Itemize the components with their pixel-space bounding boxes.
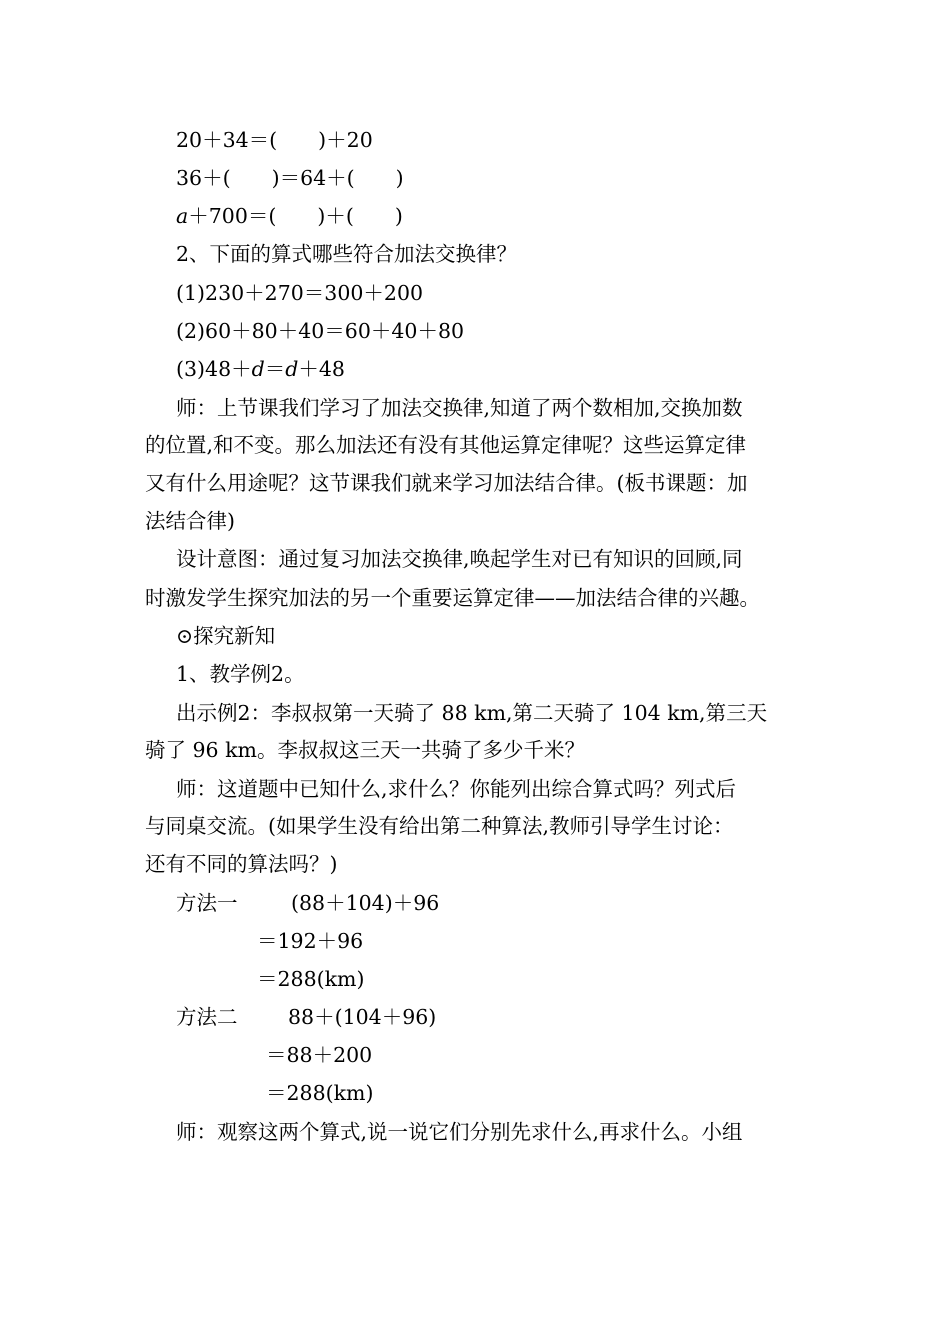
- method-2-expression: 88＋(104＋96): [288, 1005, 437, 1029]
- teacher-intro-line-2: 的位置,和不变。那么加法还有没有其他运算定律呢？这些运算定律: [145, 433, 747, 457]
- variable-a: a: [176, 204, 189, 228]
- design-intent-line-1: 设计意图：通过复习加法交换律,唤起学生对已有知识的回顾,同: [176, 547, 743, 571]
- item-3-part-c: ＋48: [298, 357, 345, 381]
- section-heading-explore: ⊙探究新知: [176, 624, 276, 648]
- teacher-intro-line-4: 法结合律): [145, 509, 235, 533]
- example-2-line-2: 骑了 96 km。李叔叔这三天一共骑了多少千米？: [145, 738, 585, 762]
- teacher-question-line-1: 师：这道题中已知什么,求什么？你能列出综合算式吗？列式后: [176, 777, 737, 801]
- method-1-step-2: ＝288(km): [257, 967, 365, 991]
- design-intent-line-2: 时激发学生探究加法的另一个重要运算定律——加法结合律的兴趣。: [145, 586, 760, 610]
- variable-d: d: [251, 357, 265, 381]
- teacher-question-line-3: 还有不同的算法吗？): [145, 852, 338, 876]
- method-1-step-1: ＝192＋96: [257, 929, 364, 953]
- question-2-item-1: (1)230＋270＝300＋200: [176, 281, 424, 305]
- method-2-step-1: ＝88＋200: [266, 1043, 373, 1067]
- question-2-item-2: (2)60＋80＋40＝60＋40＋80: [176, 319, 465, 343]
- teacher-intro-line-1: 师：上节课我们学习了加法交换律,知道了两个数相加,交换加数: [176, 396, 743, 420]
- exercise-line-3: [176, 203, 403, 229]
- teacher-question-line-2: 与同桌交流。(如果学生没有给出第二种算法,教师引导学生讨论：: [145, 814, 734, 838]
- method-1-label: 方法一: [176, 891, 238, 915]
- method-1-expression: (88＋104)＋96: [291, 891, 440, 915]
- exercise-line-2: 36＋( )＝64＋( ): [176, 166, 404, 190]
- method-2-step-2: ＝288(km): [266, 1081, 374, 1105]
- question-2-item-3: [176, 356, 345, 382]
- method-2-label: 方法二: [176, 1005, 238, 1029]
- exercise-line-3-rest: ＋700＝( )＋( ): [188, 204, 403, 228]
- item-3-part-a: (3)48＋: [176, 357, 252, 381]
- teacher-intro-line-3: 又有什么用途呢？这节课我们就来学习加法结合律。(板书课题：加: [145, 471, 748, 495]
- item-3-equals: ＝: [264, 357, 286, 381]
- example-2-line-1: 出示例2：李叔叔第一天骑了 88 km,第二天骑了 104 km,第三天: [176, 701, 768, 725]
- question-2-heading: 2、下面的算式哪些符合加法交换律？: [176, 242, 518, 266]
- exercise-line-1: 20＋34＝( )＋20: [176, 128, 373, 152]
- variable-d: d: [285, 357, 299, 381]
- subsection-heading-example-2: 1、教学例2。: [176, 662, 305, 686]
- teacher-observe-line-1: 师：观察这两个算式,说一说它们分别先求什么,再求什么。小组: [176, 1120, 743, 1144]
